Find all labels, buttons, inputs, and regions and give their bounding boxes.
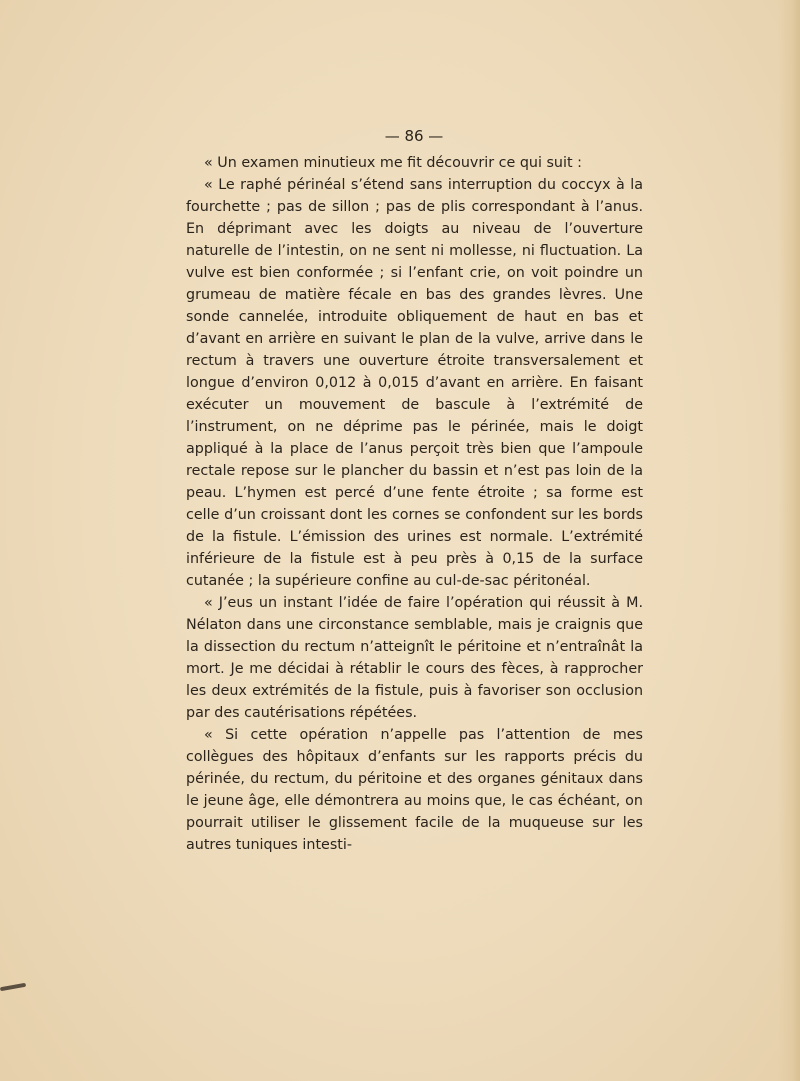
page-edge-mark bbox=[0, 983, 26, 991]
paragraph: « Si cette opération n’appelle pas l’attention de mes collègues des hôpitaux d’enfants sur les rapports précis du périnée, du rectum, du péritoine et des organes génitaux dans le jeune âge, elle démontrera au moins que, le cas échéant, on pourrait utiliser le glissement facile de la muqueuse sur les autres tuniques intesti- bbox=[186, 727, 643, 853]
paragraph: « J’eus un instant l’idée de faire l’opération qui réussit à M. Nélaton dans une circonstance semblable, mais je craignis que la dissection du rectum n’atteignît le péritoine et n’entraînât la mort. Je me décidai à rétablir le cours des fèces, à rapprocher les deux extrémités de la fistule, puis à favoriser son occlusion par des cautérisations répétées. bbox=[186, 595, 643, 721]
page-edge-shadow bbox=[778, 0, 800, 1081]
body-text bbox=[186, 152, 643, 856]
page-number: — 86 — bbox=[384, 127, 444, 145]
paragraph: « Un examen minutieux me fit découvrir ce qui suit : bbox=[204, 155, 582, 171]
paragraph: « Le raphé périnéal s’étend sans interruption du coccyx à la fourchette ; pas de sillon ; pas de plis correspondant à l’anus. En déprimant avec les doigts au niveau de l’ouverture naturelle de l’intestin, on ne sent ni mollesse, ni fluctuation. La vulve est bien conformée ; si l’enfant crie, on voit poindre un grumeau de matière fécale en bas des grandes lèvres. Une sonde cannelée, introduite obliquement de haut en bas et d’avant en arrière en suivant le plan de la vulve, arrive dans le rectum à travers une ouverture étroite transversalement et longue d’environ 0,012 à 0,015 d’avant en arrière. En faisant exécuter un mouvement de bascule à l’extrémité de l’instrument, on ne déprime pas le périnée, mais le doigt appliqué à la place de l’anus perçoit très bien que l’ampoule rectale repose sur le plancher du bassin et n’est pas loin de la peau. L’hymen est percé d’une fente étroite ; sa forme est celle d’un croissant dont les cornes se confondent sur les bords de la fistule. L’émission des urines est normale. L’extrémité inférieure de la fistule est à peu près à 0,15 de la surface cutanée ; la supérieure confine au cul-de-sac péritonéal. bbox=[186, 177, 643, 589]
